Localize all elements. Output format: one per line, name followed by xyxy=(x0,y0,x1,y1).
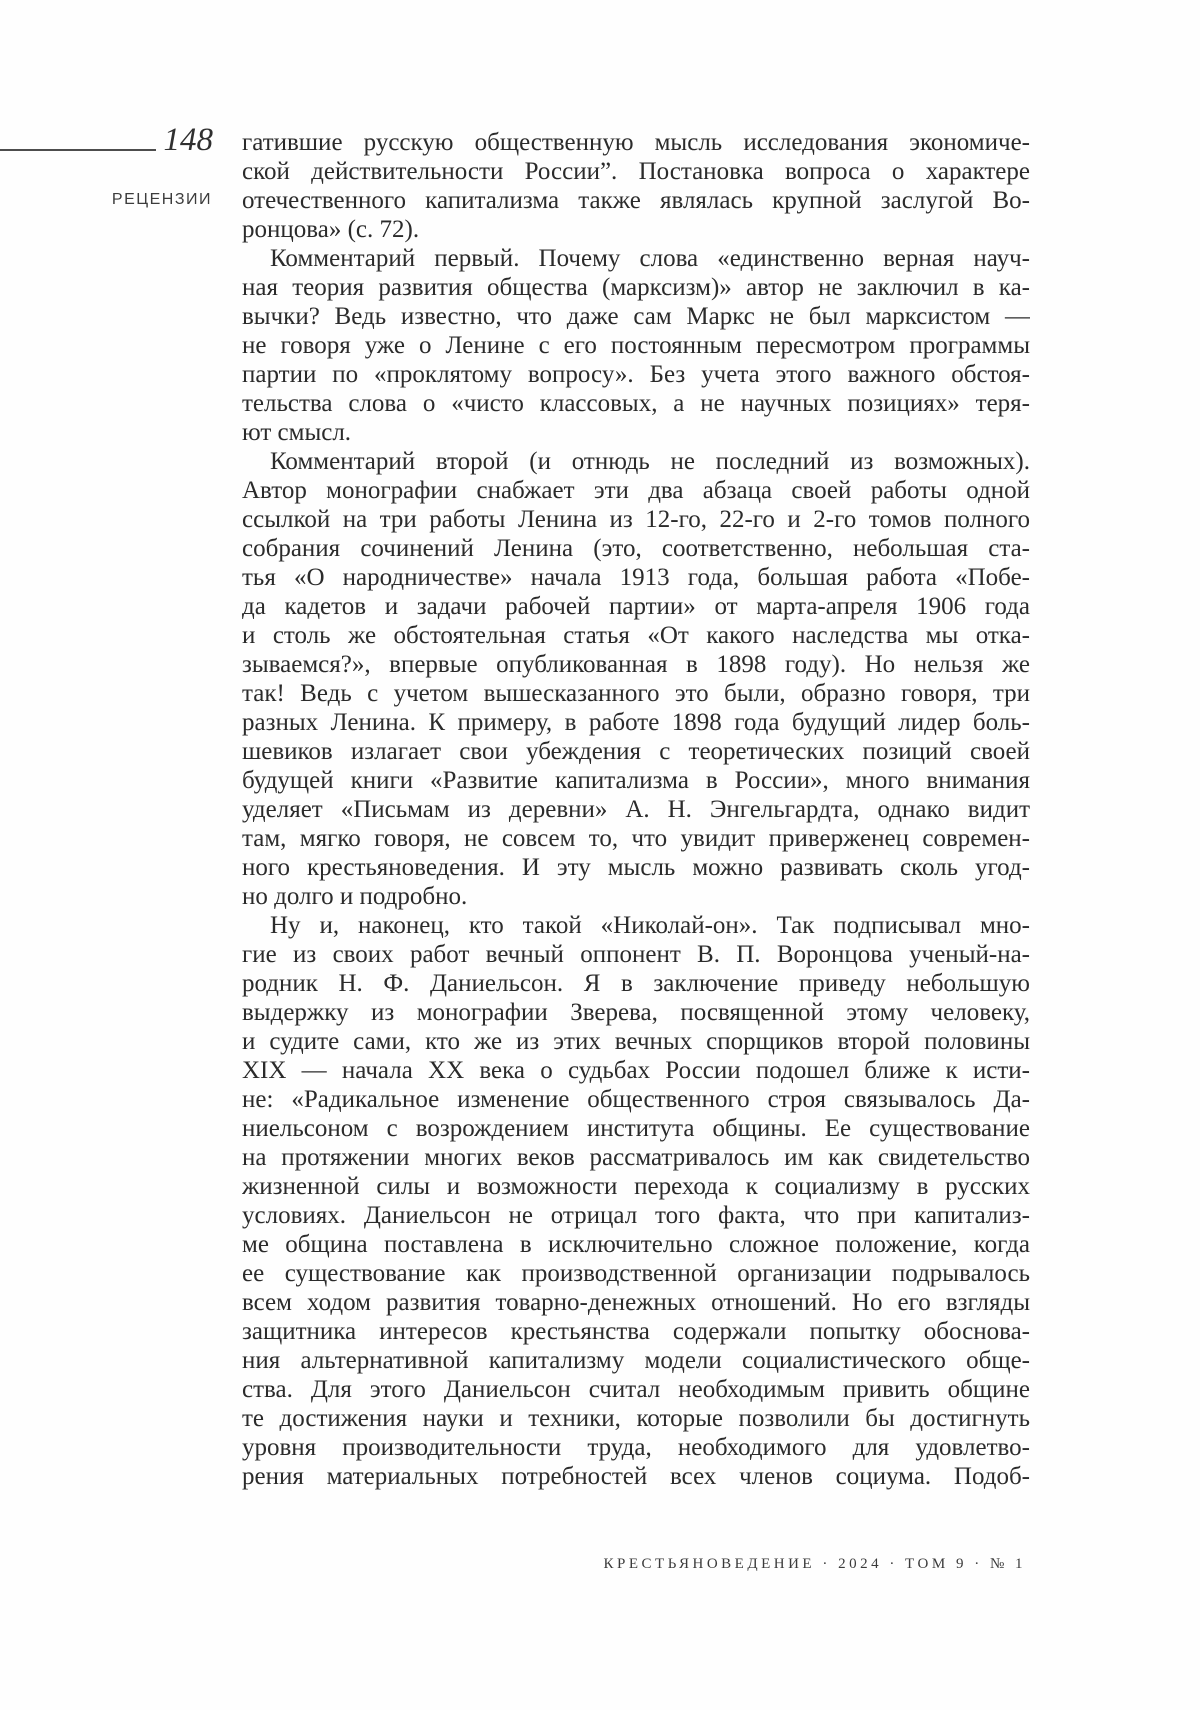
text-line: гие из своих работ вечный оппонент В. П. Воронцова ученый-на- xyxy=(242,941,1030,968)
journal-footer: КРЕСТЬЯНОВЕДЕНИЕ · 2024 · ТОМ 9 · № 1 xyxy=(603,1556,1026,1572)
text-line: жизненной силы и возможности перехода к социализму в русских xyxy=(242,1173,1030,1200)
text-line: ния альтернативной капитализму модели социалистического обще- xyxy=(242,1347,1030,1374)
article-body xyxy=(242,128,1030,1491)
text-line: собрания сочинений Ленина (это, соответственно, небольшая ста- xyxy=(242,535,1030,562)
text-line: ного крестьяноведения. И эту мысль можно развивать сколь угод- xyxy=(242,854,1030,881)
text-line: условиях. Даниельсон не отрицал того факта, что при капитализ- xyxy=(242,1202,1030,1229)
text-line: ства. Для этого Даниельсон считал необходимым привить общине xyxy=(242,1376,1030,1403)
text-line: уделяет «Письмам из деревни» А. Н. Энгельгардта, однако видит xyxy=(242,796,1030,823)
text-line: Ну и, наконец, кто такой «Николай-он». Так подписывал мно- xyxy=(270,912,1030,939)
text-line: тельства слова о «чисто классовых, а не научных позициях» теря- xyxy=(242,390,1030,417)
text-line: гатившие русскую общественную мысль исследования экономиче- xyxy=(242,129,1030,156)
text-line: и столь же обстоятельная статья «От какого наследства мы отка- xyxy=(242,622,1030,649)
text-line: XIX — начала XX века о судьбах России подошел ближе к исти- xyxy=(242,1057,1030,1084)
text-line: ронцова» (с. 72). xyxy=(242,216,420,243)
text-line: отечественного капитализма также являлась крупной заслугой Во- xyxy=(242,187,1030,214)
text-line: ная теория развития общества (марксизм)» автор не заключил в ка- xyxy=(242,274,1030,301)
text-line: разных Ленина. К примеру, в работе 1898 года будущий лидер боль- xyxy=(242,709,1030,736)
text-line: на протяжении многих веков рассматривалось им как свидетельство xyxy=(242,1144,1030,1171)
text-line: Комментарий второй (и отнюдь не последний из возможных). xyxy=(270,448,1030,475)
text-line: вычки? Ведь известно, что даже сам Маркс не был марксистом — xyxy=(242,303,1030,330)
text-line: там, мягко говоря, не совсем то, что увидит приверженец современ- xyxy=(242,825,1030,852)
text-line: так! Ведь с учетом вышесказанного это были, образно говоря, три xyxy=(242,680,1030,707)
text-line: ют смысл. xyxy=(242,419,352,446)
text-line: тья «О народничестве» начала 1913 года, большая работа «Побе- xyxy=(242,564,1030,591)
text-line: Комментарий первый. Почему слова «единственно верная науч- xyxy=(270,245,1030,272)
text-line: ее существование как производственной организации подрывалось xyxy=(242,1260,1030,1287)
text-line: те достижения науки и техники, которые позволили бы достигнуть xyxy=(242,1405,1030,1432)
text-line: шевиков излагает свои убеждения с теоретических позиций своей xyxy=(242,738,1030,765)
text-line: Автор монографии снабжает эти два абзаца своей работы одной xyxy=(242,477,1030,504)
text-line: не говоря уже о Ленине с его постоянным пересмотром программы xyxy=(242,332,1030,359)
page-number: 148 xyxy=(163,122,213,158)
text-line: ниельсоном с возрождением института общины. Ее существование xyxy=(242,1115,1030,1142)
text-line: но долго и подробно. xyxy=(242,883,468,910)
text-line: ской действительности России”. Постановка вопроса о характере xyxy=(242,158,1030,185)
text-line: уровня производительности труда, необходимого для удовлетво- xyxy=(242,1434,1030,1461)
text-line: рения материальных потребностей всех членов социума. Подоб- xyxy=(242,1463,1030,1490)
text-line: зываемся?», впервые опубликованная в 1898 году). Но нельзя же xyxy=(242,651,1030,678)
text-line: партии по «проклятому вопросу». Без учета этого важного обстоя- xyxy=(242,361,1030,388)
text-line: выдержку из монографии Зверева, посвященной этому человеку, xyxy=(242,999,1030,1026)
text-line: и судите сами, кто же из этих вечных спорщиков второй половины xyxy=(242,1028,1030,1055)
text-line: не: «Радикальное изменение общественного строя связывалось Да- xyxy=(242,1086,1030,1113)
text-line: ме община поставлена в исключительно сложное положение, когда xyxy=(242,1231,1030,1258)
text-line: будущей книги «Развитие капитализма в России», много внимания xyxy=(242,767,1030,794)
text-line: защитника интересов крестьянства содержали попытку обоснова- xyxy=(242,1318,1030,1345)
text-line: ссылкой на три работы Ленина из 12-го, 22-го и 2-го томов полного xyxy=(242,506,1030,533)
text-line: родник Н. Ф. Даниельсон. Я в заключение приведу небольшую xyxy=(242,970,1030,997)
section-label: РЕЦЕНЗИИ xyxy=(111,191,212,208)
text-line: да кадетов и задачи рабочей партии» от марта-апреля 1906 года xyxy=(242,593,1030,620)
text-line: всем ходом развития товарно-денежных отношений. Но его взгляды xyxy=(242,1289,1030,1316)
